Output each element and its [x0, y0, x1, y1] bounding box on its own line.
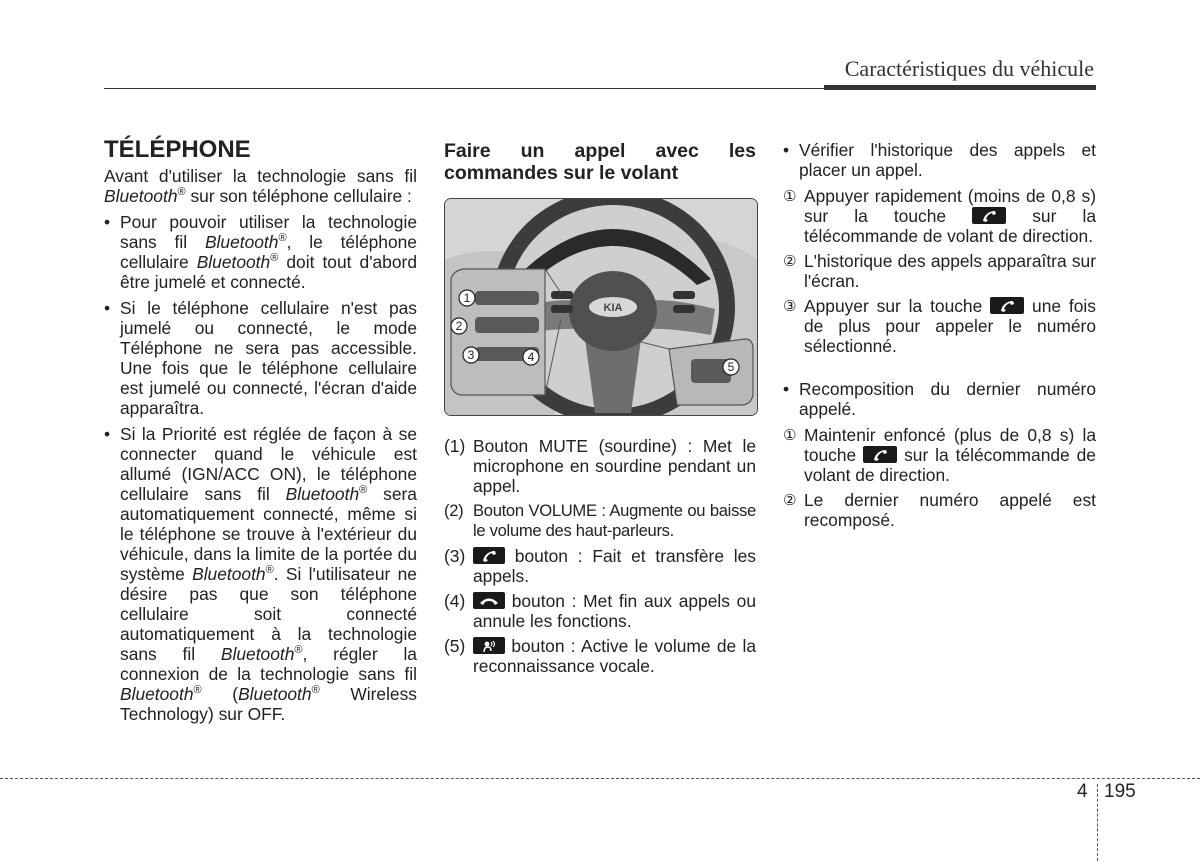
column-steering-controls	[444, 138, 756, 681]
svg-text:2: 2	[455, 319, 463, 333]
page-number: 195	[1104, 781, 1136, 802]
step-2-1: ① Maintenir enfoncé (plus de 0,8 s) la touche sur la télécommande de volant de direction.	[783, 425, 1096, 485]
bullet-pairing: • Pour pouvoir utiliser la technologie sans fil Bluetooth®, le téléphone cellulaire Bluetooth® doit tout d'abord être jumelé et connecté.	[104, 212, 417, 292]
bullet-redial: • Recomposition du dernier numéro appelé.	[783, 379, 1096, 419]
item-mute: (1) Bouton MUTE (sourdine) : Met le microphone en sourdine pendant un appel.	[444, 436, 756, 496]
steering-wheel-illustration	[445, 199, 757, 415]
column-call-history	[783, 140, 1096, 535]
step-1-2: ② L'historique des appels apparaîtra sur l'écran.	[783, 251, 1096, 291]
footer-vertical-divider	[1097, 784, 1098, 861]
item-end-call: (4) bouton : Met fin aux appels ou annule les fonctions.	[444, 591, 756, 631]
svg-text:1: 1	[463, 291, 471, 305]
footer-divider	[0, 778, 1200, 779]
call-button-icon	[863, 446, 897, 463]
voice-recognition-button-icon	[473, 637, 505, 654]
step-1-3: ③ Appuyer sur la touche une fois de plus pour appeler le numéro sélectionné.	[783, 296, 1096, 356]
step-1-1: ① Appuyer rapidement (moins de 0,8 s) sur la touche sur la télécommande de volant de direction.	[783, 186, 1096, 246]
item-voice: (5) bouton : Active le volume de la reconnaissance vocale.	[444, 636, 756, 676]
callout-3	[463, 347, 479, 363]
header-rule-thick	[824, 85, 1096, 90]
callout-5	[723, 359, 739, 375]
bullet-priority: • Si la Priorité est réglée de façon à se connecter quand le véhicule est allumé (IGN/ACC ON), le téléphone cellulaire sans fil Bluetooth® sera automatiquement connecté, même si le téléphone se trouve à l'extérieur du véhicule, dans la limite de la portée du système Bluetooth®. Si l'utilisateur ne désire pas que son téléphone cellulaire soit connecté automatiquement à la technologie sans fil Bluetooth®, régler la connexion de la technologie sans fil Bluetooth® (Bluetooth® Wireless Technology) sur OFF.	[104, 424, 417, 724]
bullet-call-history: • Vérifier l'historique des appels et placer un appel.	[783, 140, 1096, 180]
header-title: Caractéristiques du véhicule	[844, 56, 1094, 81]
svg-text:4: 4	[527, 350, 535, 364]
callout-1	[459, 290, 475, 306]
chapter-number: 4	[1077, 781, 1088, 802]
subsection-title: Faire un appel avec les commandes sur le volant	[444, 140, 756, 184]
call-button-icon	[473, 547, 505, 564]
callout-4	[523, 349, 539, 365]
svg-text:5: 5	[727, 360, 735, 374]
item-call-button: (3) bouton : Fait et transfère les appels.	[444, 546, 756, 586]
callout-2	[451, 318, 467, 334]
call-button-icon	[990, 297, 1024, 314]
bullet-not-connected: • Si le téléphone cellulaire n'est pas jumelé ou connecté, le mode Téléphone ne sera pas accessible. Une fois que le téléphone cellulaire est jumelé ou connecté, l'écran d'aide apparaîtra.	[104, 298, 417, 418]
svg-text:3: 3	[467, 348, 475, 362]
item-volume: (2) Bouton VOLUME : Augmente ou baisse le volume des haut-parleurs.	[444, 501, 756, 540]
call-button-icon	[972, 207, 1006, 224]
section-title: TÉLÉPHONE	[104, 136, 251, 163]
end-call-button-icon	[473, 592, 505, 609]
intro-paragraph: Avant d'utiliser la technologie sans fil Bluetooth® sur son téléphone cellulaire :	[104, 166, 417, 206]
steering-wheel-figure	[444, 198, 758, 416]
step-2-2: ② Le dernier numéro appelé est recomposé.	[783, 490, 1096, 530]
svg-text:KIA: KIA	[603, 302, 623, 314]
column-telephone	[104, 138, 417, 730]
